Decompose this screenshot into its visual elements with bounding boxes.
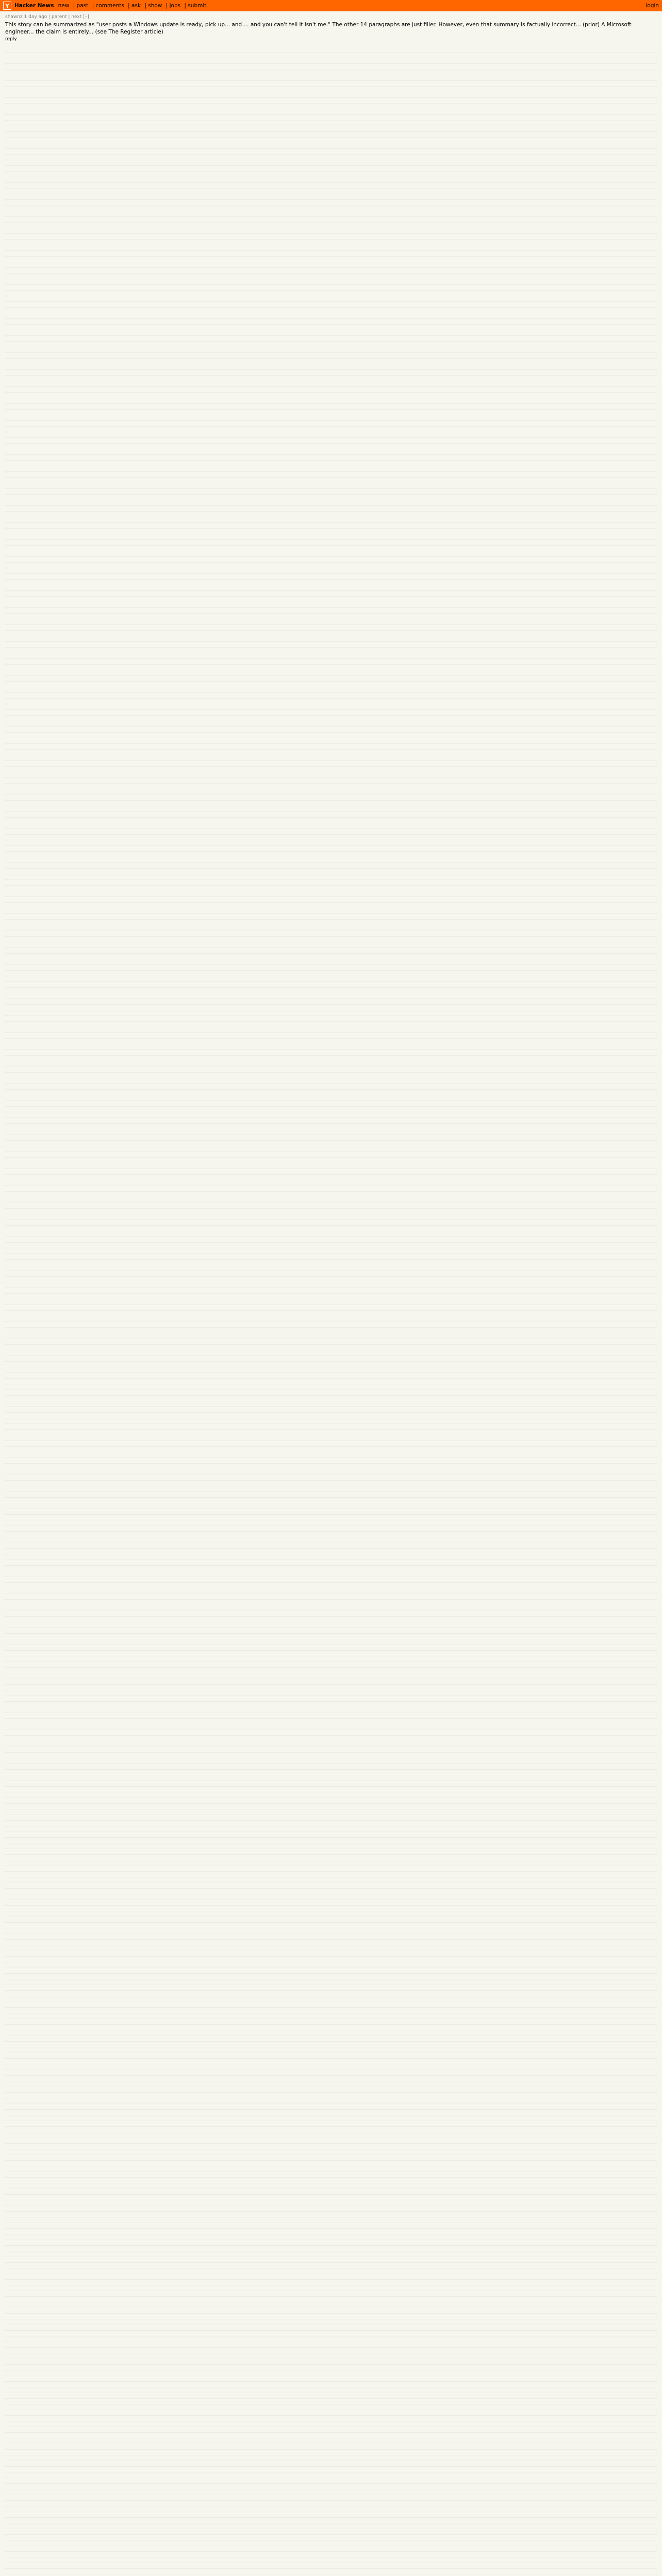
nav-jobs[interactable]: jobs [169,3,181,9]
thread-continuation [5,47,657,2576]
thread-lines [5,47,657,2576]
comment-item [5,14,657,42]
comment-text: This story can be summarized as "user posts a Windows update is ready, pick up... and ... and you can't tell it isn't me." The other 14 paragraphs are just filler. However, even that summary is factually incorrect... (prior) A Microsoft engineer... the claim is entirely... (see The Register article) [5,22,632,36]
login-link[interactable]: login [646,3,659,9]
comment-meta[interactable]: shawnz 1 day ago | parent | next [–] [5,14,89,20]
header-bar [0,0,662,11]
nav-ask[interactable]: ask [131,3,141,9]
nav-show[interactable]: show [148,3,162,9]
reply-link[interactable]: reply [5,37,17,42]
comment-thread [0,11,662,2576]
nav-comments[interactable]: comments [95,3,124,9]
nav-past[interactable]: past [76,3,89,9]
site-title[interactable]: Hacker News [14,3,54,9]
nav-new[interactable]: new [58,3,70,9]
hn-logo-icon[interactable]: Y [3,2,11,10]
nav-links: new | past | comments | ask | show | jobs | submit [58,3,207,9]
nav-submit[interactable]: submit [188,3,207,9]
